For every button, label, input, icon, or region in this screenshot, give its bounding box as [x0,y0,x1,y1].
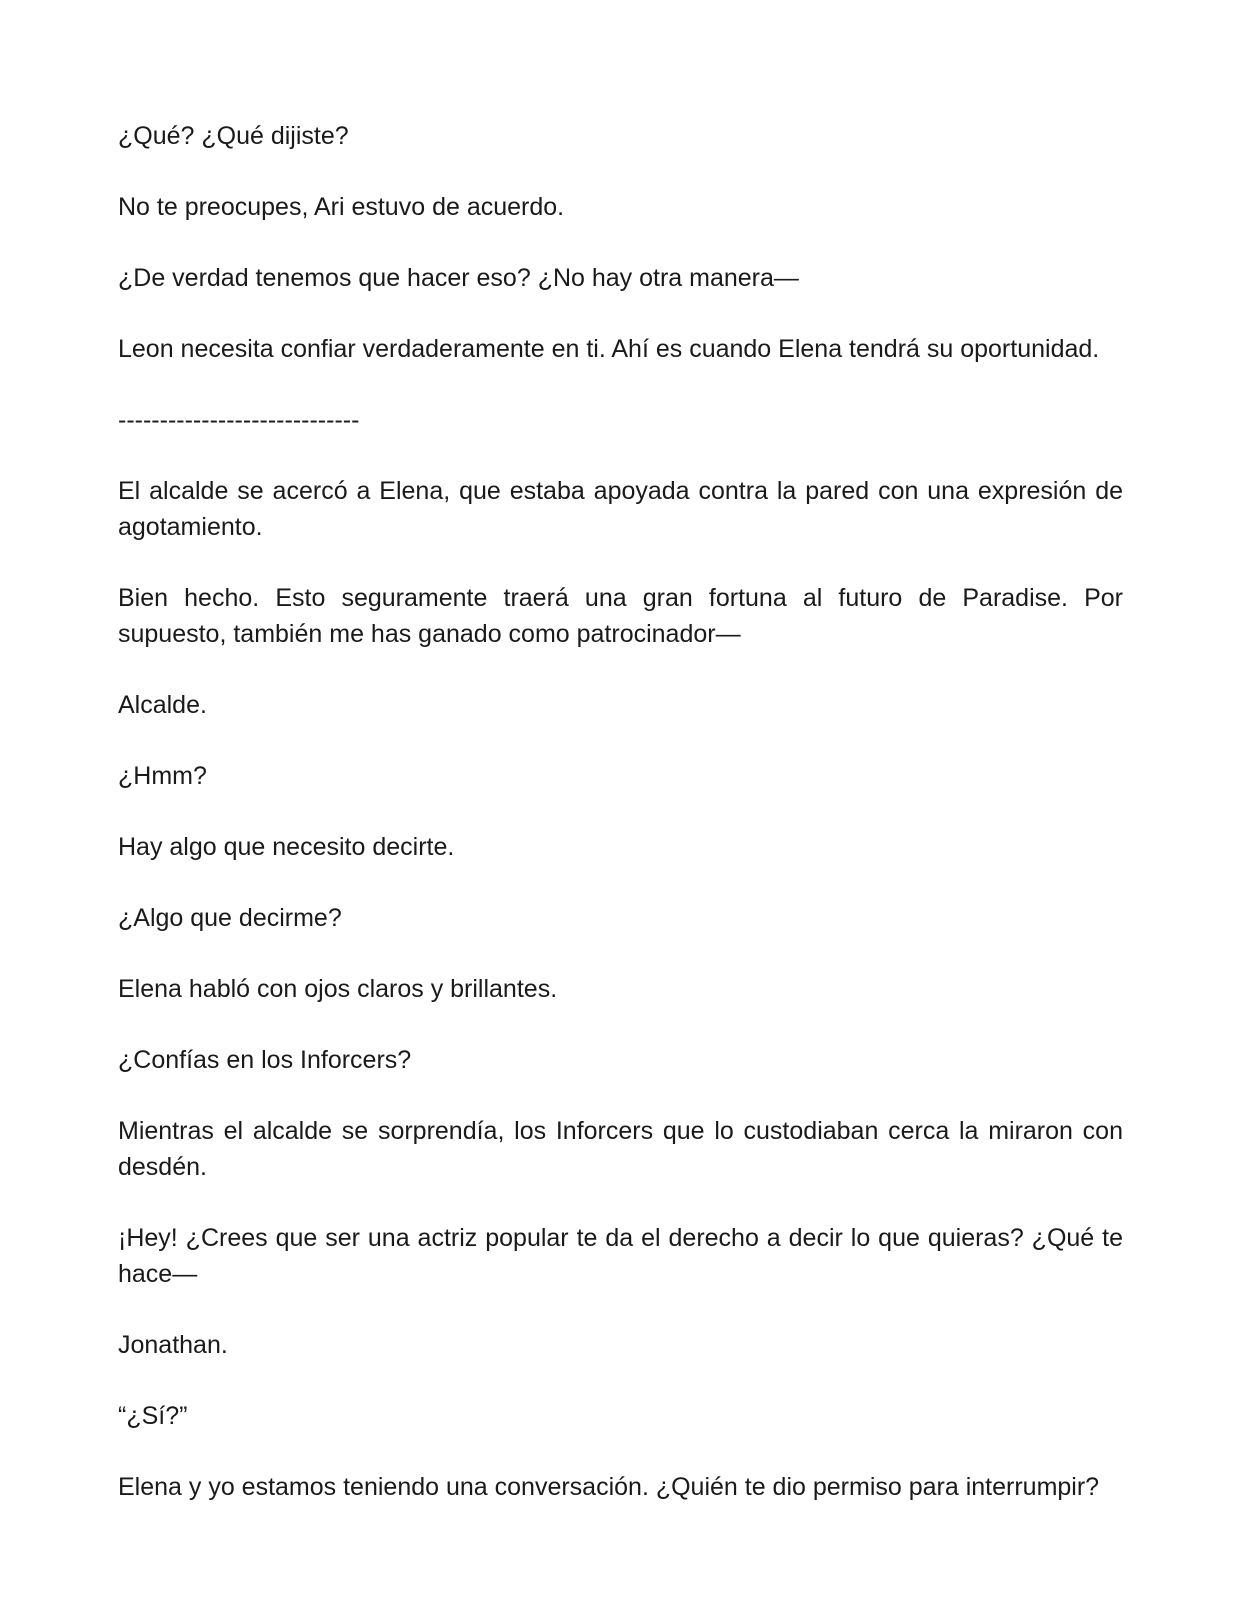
paragraph-2: No te preocupes, Ari estuvo de acuerdo. [118,193,565,221]
section-separator: ----------------------------- [118,406,360,434]
paragraph-14: Mientras el alcalde se sorprendía, los Inforcers que lo custodiaban cerca la miraron con desdén. [118,1117,1123,1181]
paragraph-8: Alcalde. [118,691,207,719]
document-body [118,118,1123,1540]
paragraph-17: “¿Sí?” [118,1402,188,1430]
paragraph-1: ¿Qué? ¿Qué dijiste? [118,122,349,150]
paragraph-7: Bien hecho. Esto seguramente traerá una gran fortuna al futuro de Paradise. Por supuesto, también me has ganado como patrocinador— [118,584,1123,648]
paragraph-18: Elena y yo estamos teniendo una conversación. ¿Quién te dio permiso para interrumpir? [118,1473,1100,1501]
paragraph-4: Leon necesita confiar verdaderamente en ti. Ahí es cuando Elena tendrá su oportunidad. [118,335,1100,363]
paragraph-10: Hay algo que necesito decirte. [118,833,455,861]
paragraph-6: El alcalde se acercó a Elena, que estaba apoyada contra la pared con una expresión de agotamiento. [118,477,1123,541]
paragraph-12: Elena habló con ojos claros y brillantes. [118,975,558,1003]
paragraph-13: ¿Confías en los Inforcers? [118,1046,412,1074]
paragraph-15: ¡Hey! ¿Crees que ser una actriz popular te da el derecho a decir lo que quieras? ¿Qué te hace— [118,1224,1123,1288]
paragraph-3: ¿De verdad tenemos que hacer eso? ¿No hay otra manera— [118,264,799,292]
paragraph-11: ¿Algo que decirme? [118,904,342,932]
paragraph-9: ¿Hmm? [118,762,207,790]
paragraph-16: Jonathan. [118,1331,228,1359]
